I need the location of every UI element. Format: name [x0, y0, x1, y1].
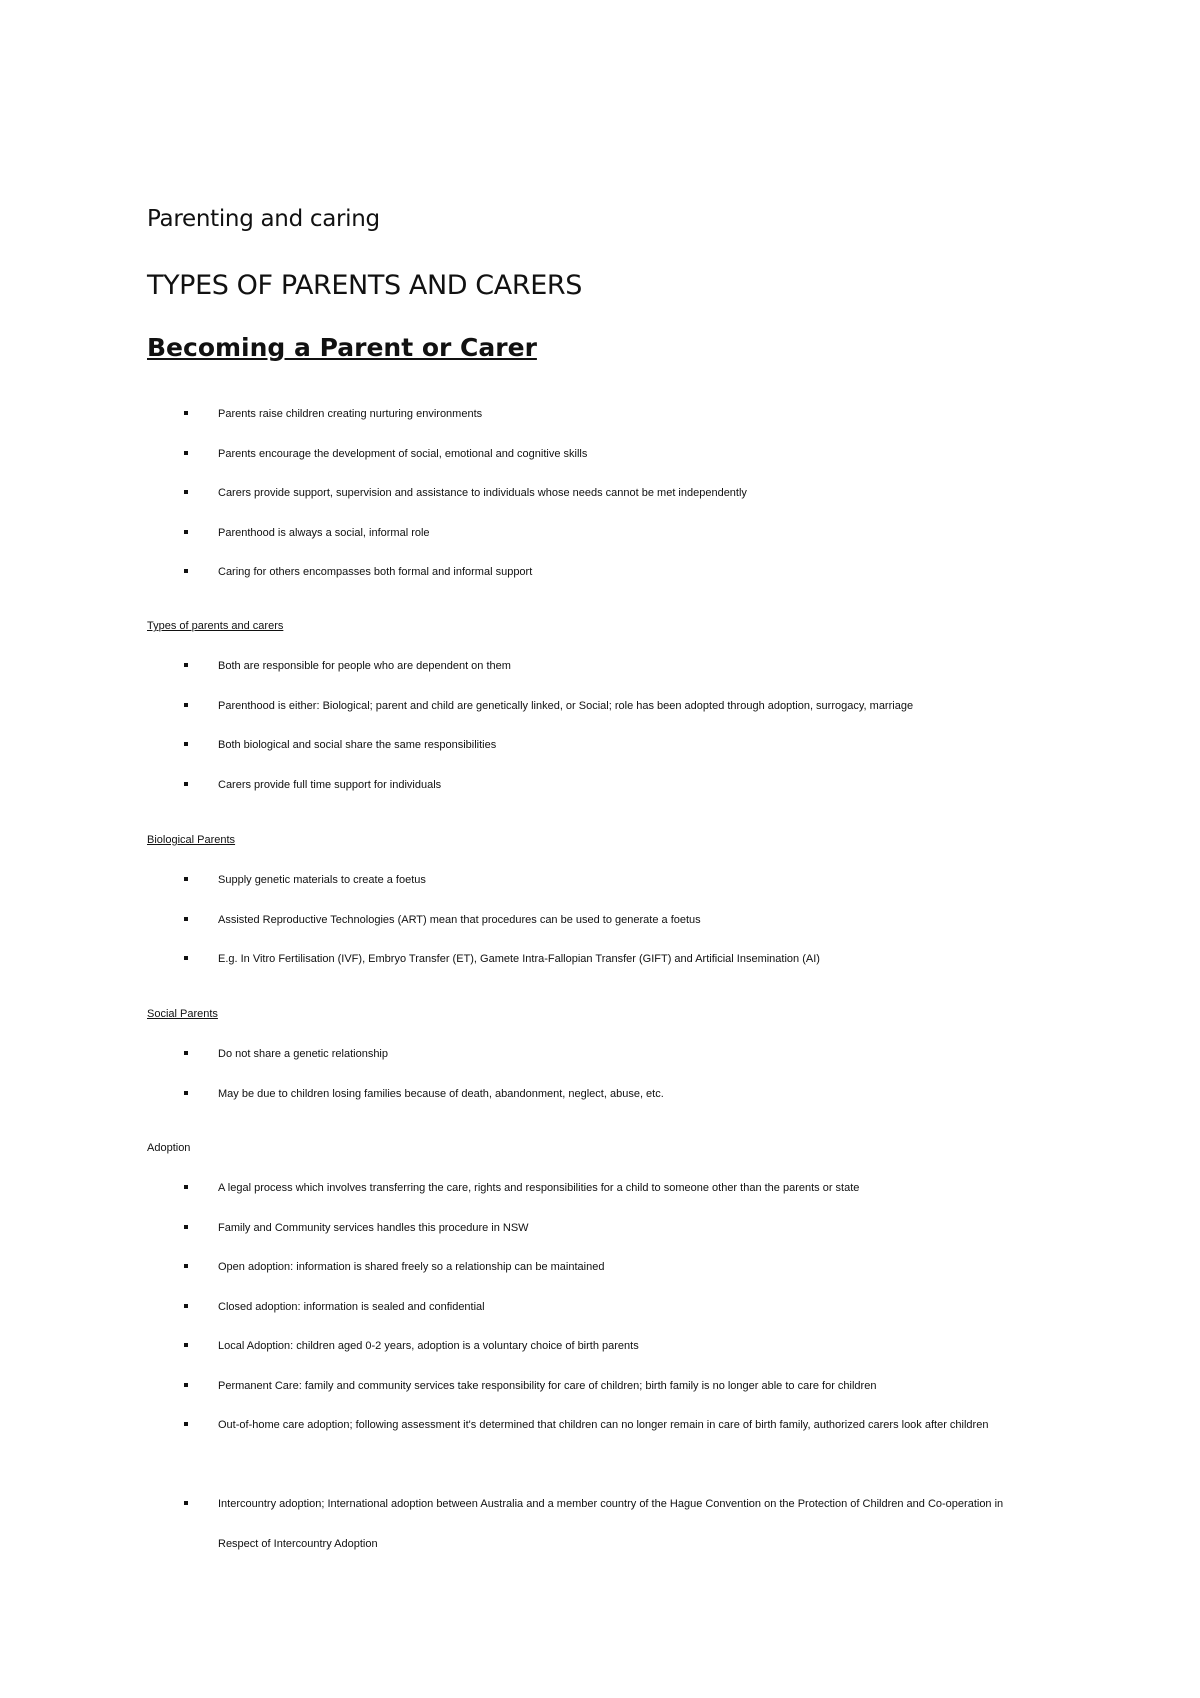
document-label: Parenting and caring	[147, 206, 380, 232]
bullet-icon	[184, 1185, 188, 1189]
list-item: Parents raise children creating nurturing environments	[0, 408, 1200, 448]
bullet-icon	[184, 1383, 188, 1387]
bullet-icon	[184, 569, 188, 573]
list-item: Do not share a genetic relationship	[0, 1048, 1200, 1088]
list-item: Carers provide full time support for individuals	[0, 779, 1200, 819]
bullet-icon	[184, 782, 188, 786]
section-heading-types: Types of parents and carers	[147, 620, 284, 632]
list-item: Family and Community services handles this procedure in NSW	[0, 1222, 1200, 1262]
list-item: Intercountry adoption; International adoption between Australia and a member country of the Hague Convention on the Protection of Children and Co-operation in Respect of Intercountry Adoption	[0, 1498, 1200, 1577]
page-subtitle: Becoming a Parent or Carer	[147, 333, 537, 362]
bullet-icon	[184, 411, 188, 415]
list-item: E.g. In Vitro Fertilisation (IVF), Embryo Transfer (ET), Gamete Intra-Fallopian Transfer (GIFT) and Artificial Insemination (AI)	[0, 953, 1200, 993]
bullet-icon	[184, 1264, 188, 1268]
adoption-bullet-list	[0, 1182, 1200, 1577]
list-item: Both are responsible for people who are dependent on them	[0, 660, 1200, 700]
list-item: Supply genetic materials to create a foetus	[0, 874, 1200, 914]
social-bullet-list	[0, 1048, 1200, 1127]
list-item: Carers provide support, supervision and assistance to individuals whose needs cannot be met independently	[0, 487, 1200, 527]
bullet-icon	[184, 663, 188, 667]
bullet-icon	[184, 877, 188, 881]
list-item: May be due to children losing families because of death, abandonment, neglect, abuse, etc.	[0, 1088, 1200, 1128]
list-item: Parenthood is always a social, informal role	[0, 527, 1200, 567]
bullet-icon	[184, 451, 188, 455]
list-item: Open adoption: information is shared freely so a relationship can be maintained	[0, 1261, 1200, 1301]
bullet-icon	[184, 490, 188, 494]
biological-bullet-list	[0, 874, 1200, 993]
bullet-icon	[184, 956, 188, 960]
section-heading-social: Social Parents	[147, 1008, 218, 1020]
list-item: Parenthood is either: Biological; parent and child are genetically linked, or Social; role has been adopted through adoption, surrogacy, marriage	[0, 700, 1200, 740]
list-item: Parents encourage the development of social, emotional and cognitive skills	[0, 448, 1200, 488]
bullet-icon	[184, 1343, 188, 1347]
bullet-icon	[184, 1422, 188, 1426]
bullet-icon	[184, 1091, 188, 1095]
list-item: Permanent Care: family and community services take responsibility for care of children; birth family is no longer able to care for children	[0, 1380, 1200, 1420]
list-item: Both biological and social share the same responsibilities	[0, 739, 1200, 779]
list-item: Closed adoption: information is sealed and confidential	[0, 1301, 1200, 1341]
list-item: A legal process which involves transferring the care, rights and responsibilities for a child to someone other than the parents or state	[0, 1182, 1200, 1222]
page-title: TYPES OF PARENTS AND CARERS	[147, 270, 582, 301]
bullet-icon	[184, 917, 188, 921]
list-item: Local Adoption: children aged 0-2 years, adoption is a voluntary choice of birth parents	[0, 1340, 1200, 1380]
bullet-icon	[184, 530, 188, 534]
section-heading-biological: Biological Parents	[147, 834, 236, 846]
types-bullet-list	[0, 660, 1200, 818]
intro-bullet-list	[0, 408, 1200, 606]
list-item: Caring for others encompasses both formal and informal support	[0, 566, 1200, 606]
bullet-icon	[184, 1304, 188, 1308]
bullet-icon	[184, 1225, 188, 1229]
section-heading-adoption: Adoption	[147, 1142, 191, 1154]
bullet-icon	[184, 742, 188, 746]
list-item: Out-of-home care adoption; following assessment it's determined that children can no longer remain in care of birth family, authorized carers look after children	[0, 1419, 1200, 1498]
bullet-icon	[184, 1051, 188, 1055]
bullet-icon	[184, 1501, 188, 1505]
bullet-icon	[184, 703, 188, 707]
list-item: Assisted Reproductive Technologies (ART) mean that procedures can be used to generate a foetus	[0, 914, 1200, 954]
